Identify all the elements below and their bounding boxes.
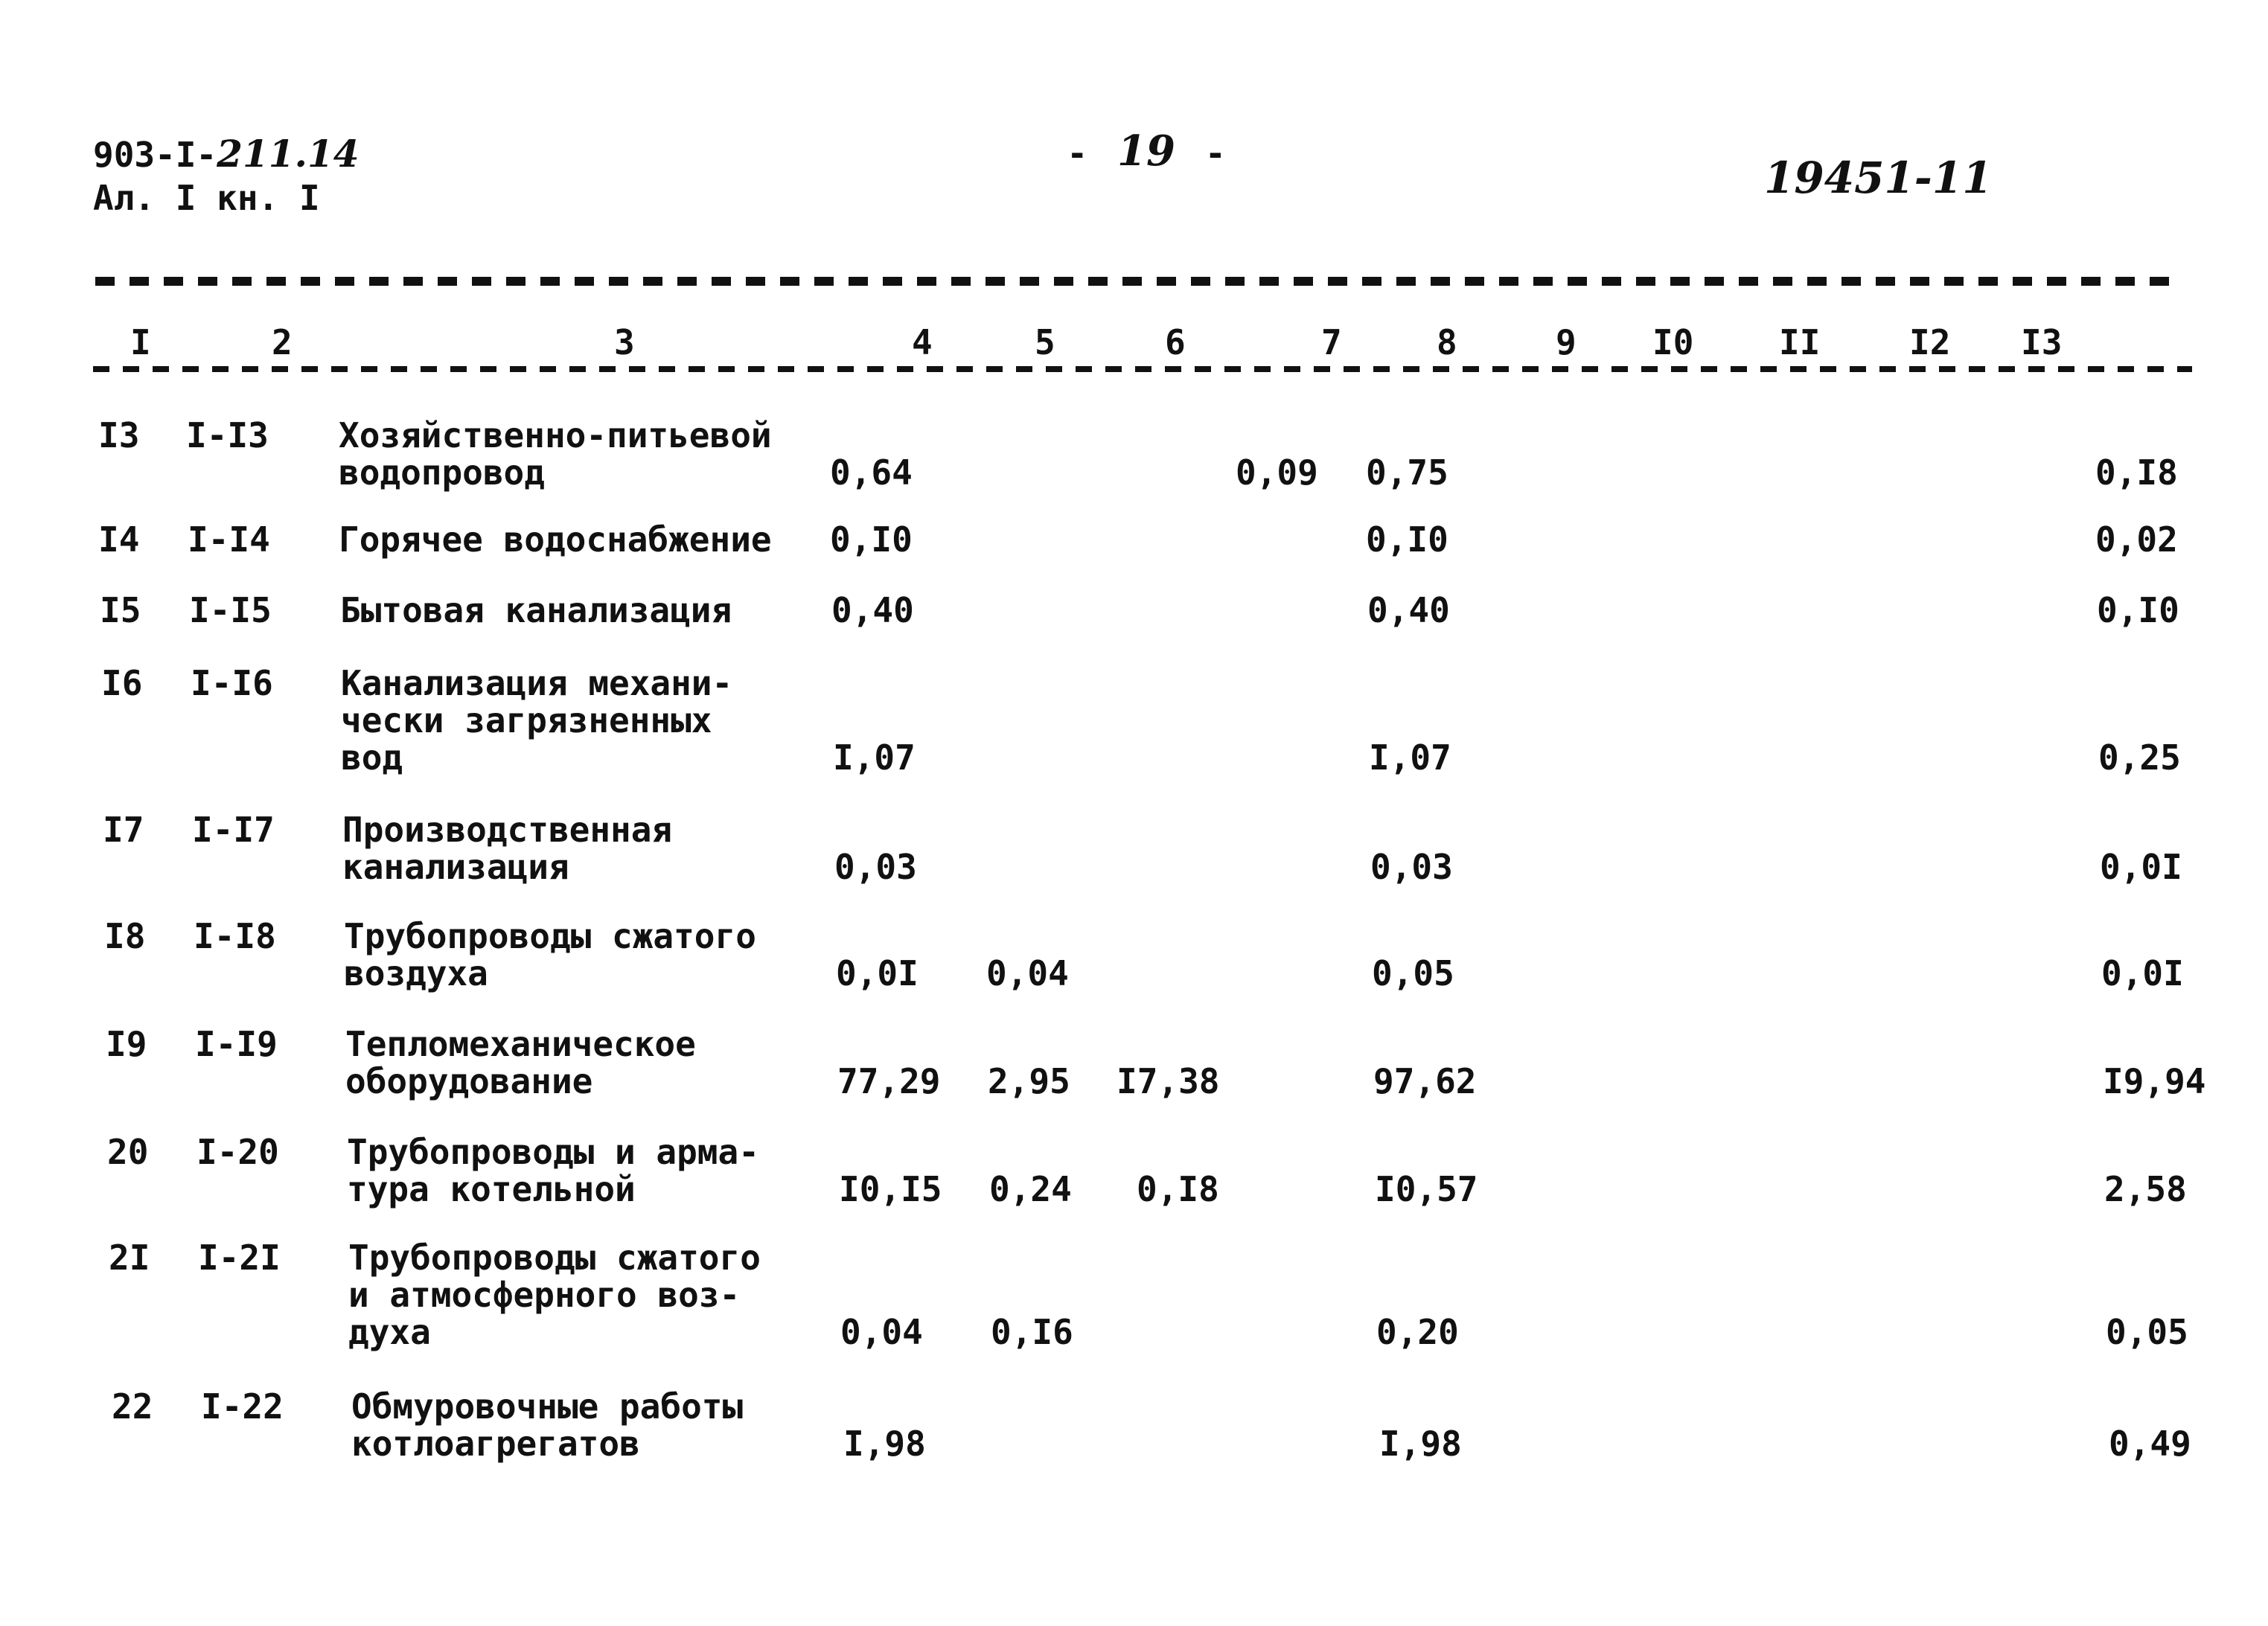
row-name: Канализация механи- чески загрязненных вод [341, 663, 733, 778]
column-header-11: II [1779, 322, 1821, 362]
row-code: I-I7 [192, 810, 275, 850]
row-number: 20 [107, 1132, 149, 1172]
row-code: I-I9 [195, 1024, 278, 1064]
row-value-col4: I,07 [833, 737, 916, 778]
row-value-col8: 0,03 [1370, 847, 1453, 887]
row-value-col4: 0,0I [836, 953, 919, 993]
row-value-col5: 0,I6 [991, 1312, 1073, 1352]
row-value-col13: 0,0I [2101, 953, 2184, 993]
page-number: 19 [1117, 127, 1175, 176]
row-value-col13: 0,I0 [2097, 590, 2179, 630]
row-name: Обмуровочные работы котлоагрегатов [351, 1386, 744, 1464]
row-value-col8: 97,62 [1373, 1061, 1477, 1101]
row-name: Производственная канализация [342, 810, 673, 887]
row-value-col4: I,98 [843, 1424, 926, 1464]
column-header-3: 3 [614, 322, 635, 362]
document-code [93, 132, 360, 176]
row-name: Трубопроводы сжатого и атмосферного воз- духа [348, 1238, 761, 1352]
row-number: 22 [112, 1386, 153, 1427]
row-value-col4: 0,03 [834, 847, 917, 887]
row-code: I-I4 [188, 519, 270, 560]
row-value-col13: 0,0I [2100, 847, 2182, 887]
column-header-5: 5 [1035, 322, 1055, 362]
row-value-col5: 0,04 [986, 953, 1069, 993]
row-name: Трубопроводы сжатого воздуха [344, 916, 756, 993]
row-name: Тепломеханическое оборудование [345, 1024, 696, 1101]
row-name: Бытовая канализация [340, 590, 732, 630]
column-header-1: I [130, 322, 151, 362]
archive-number: 19451-11 [1764, 153, 1993, 203]
document-code-prefix: 903-I- [93, 135, 217, 175]
row-code: I-I8 [194, 916, 276, 956]
row-value-col5: 2,95 [988, 1061, 1070, 1101]
row-value-col4: 77,29 [837, 1061, 941, 1101]
row-code: I-I3 [186, 415, 269, 455]
row-value-col8: 0,I0 [1366, 519, 1448, 560]
row-value-col8: I0,57 [1375, 1169, 1478, 1209]
row-value-col5: 0,24 [989, 1169, 1072, 1209]
column-header-9: 9 [1556, 322, 1577, 362]
row-value-col8: 0,05 [1372, 953, 1454, 993]
row-code: I-2I [198, 1238, 281, 1278]
row-value-col4: 0,40 [831, 590, 914, 630]
row-value-col13: 0,25 [2098, 737, 2181, 778]
row-value-col4: 0,I0 [830, 519, 913, 560]
row-value-col8: 0,75 [1366, 452, 1448, 493]
row-value-col13: 0,I8 [2095, 452, 2178, 493]
column-header-10: I0 [1652, 322, 1694, 362]
row-value-col13: 2,58 [2104, 1169, 2187, 1209]
column-header-13: I3 [2021, 322, 2063, 362]
page-number-block [1012, 127, 1280, 176]
column-header-4: 4 [912, 322, 933, 362]
row-number: I9 [106, 1024, 147, 1064]
row-value-col4: I0,I5 [839, 1169, 942, 1209]
document-code-block [93, 132, 360, 220]
row-value-col13: 0,05 [2106, 1312, 2188, 1352]
column-header-underline [93, 366, 2192, 372]
row-value-col6: 0,I8 [1137, 1169, 1219, 1209]
row-number: I5 [100, 590, 141, 630]
column-header-12: I2 [1909, 322, 1951, 362]
column-header-row [93, 320, 2192, 372]
page-number-dash-left: - [1067, 133, 1088, 173]
row-name: Горячее водоснабжение [339, 519, 772, 560]
row-value-col8: I,07 [1369, 737, 1451, 778]
row-value-col13: 0,49 [2109, 1424, 2191, 1464]
row-number: I6 [101, 663, 143, 703]
row-number: I4 [98, 519, 140, 560]
row-value-col4: 0,04 [840, 1312, 923, 1352]
row-value-col4: 0,64 [830, 452, 913, 493]
row-value-col7: 0,09 [1236, 452, 1318, 493]
row-value-col8: I,98 [1379, 1424, 1462, 1464]
row-number: I8 [104, 916, 146, 956]
row-number: I3 [98, 415, 140, 455]
row-number: I7 [103, 810, 144, 850]
row-code: I-I6 [191, 663, 273, 703]
row-code: I-20 [197, 1132, 279, 1172]
column-header-6: 6 [1165, 322, 1186, 362]
row-code: I-I5 [189, 590, 272, 630]
column-header-8: 8 [1437, 322, 1457, 362]
volume-label: Ал. I кн. I [93, 178, 320, 218]
row-value-col13: 0,02 [2095, 519, 2178, 560]
document-code-handwritten: 211.14 [217, 132, 360, 176]
row-code: I-22 [201, 1386, 284, 1427]
row-value-col6: I7,38 [1117, 1061, 1220, 1101]
column-header-2: 2 [272, 322, 293, 362]
page-number-dash-right: - [1204, 133, 1226, 173]
row-value-col8: 0,20 [1376, 1312, 1459, 1352]
row-number: 2I [109, 1238, 150, 1278]
column-header-7: 7 [1321, 322, 1342, 362]
row-value-col8: 0,40 [1367, 590, 1450, 630]
dashed-separator [95, 277, 2172, 286]
row-value-col13: I9,94 [2103, 1061, 2206, 1101]
row-name: Трубопроводы и арма- тура котельной [347, 1132, 759, 1209]
row-name: Хозяйственно-питьевой водопровод [339, 415, 772, 493]
